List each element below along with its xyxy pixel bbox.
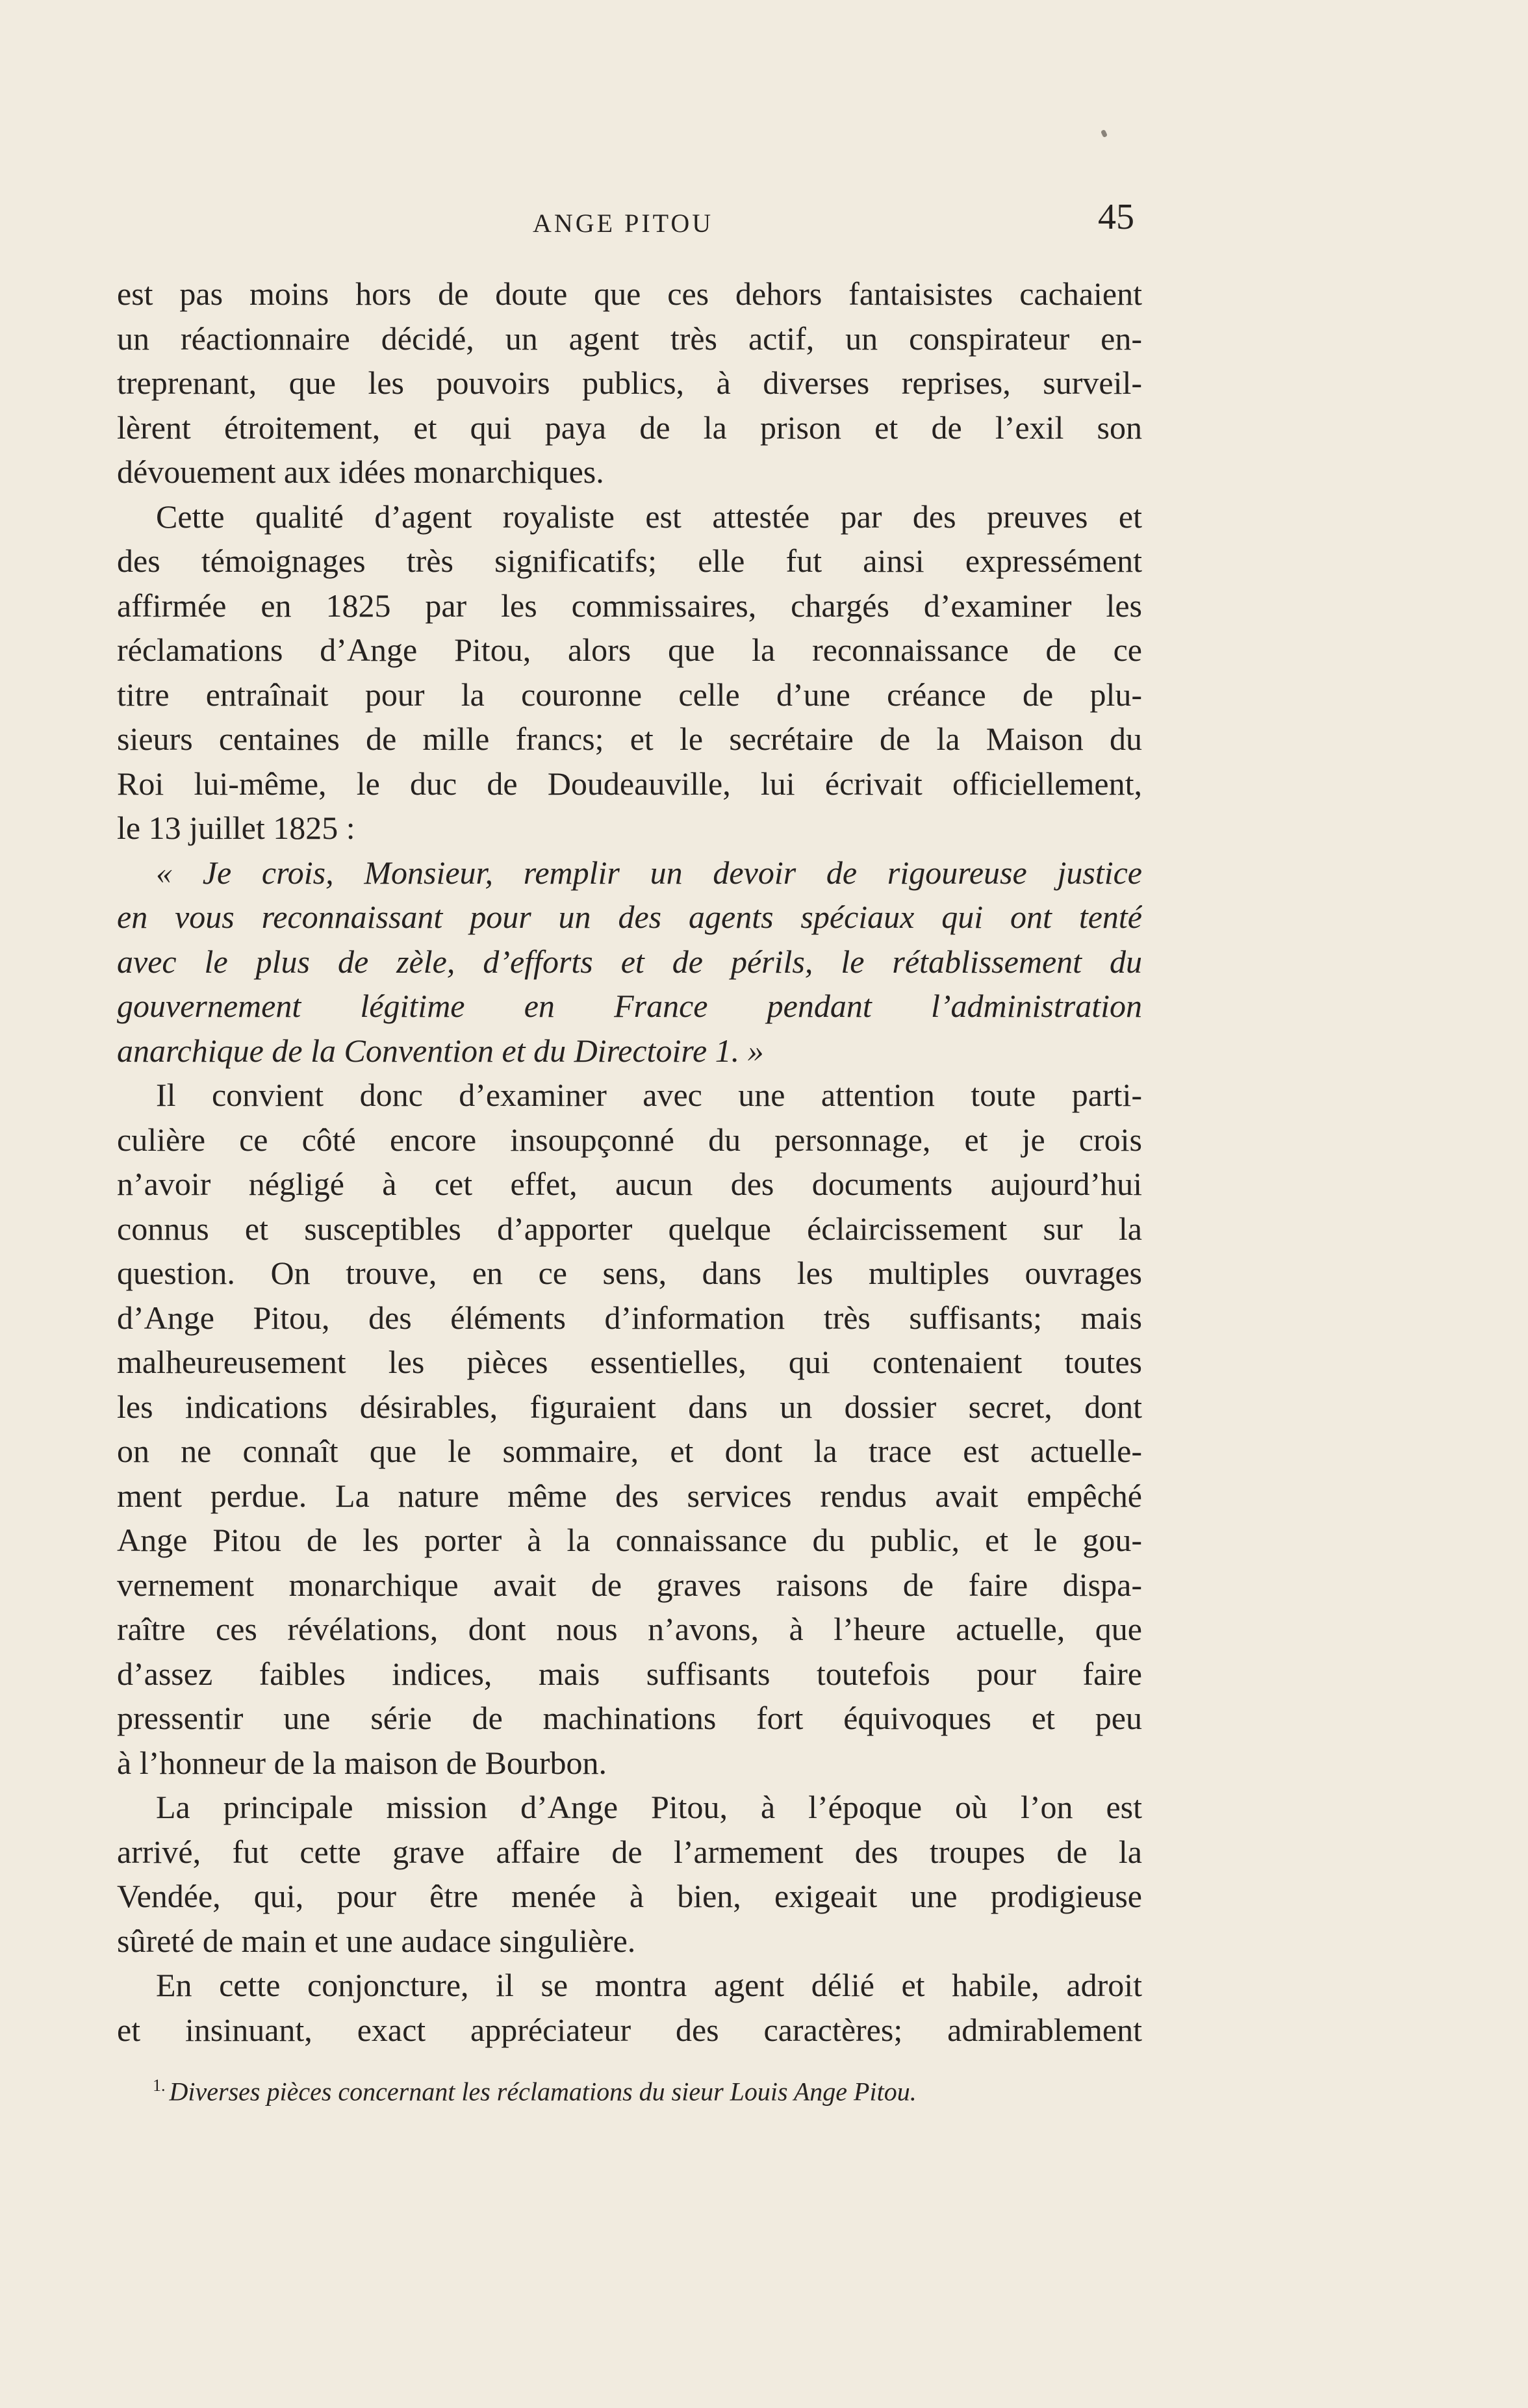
text-line: pressentir une série de machinations fort équivoques et peu — [117, 1700, 1142, 1736]
text-line: La principale mission d’Ange Pitou, à l’époque où l’on est — [156, 1789, 1142, 1825]
footnote-text: Diverses pièces concernant les réclamations du sieur Louis Ange Pitou. — [169, 2077, 917, 2107]
text-line: raître ces révélations, dont nous n’avons, à l’heure actuelle, que — [117, 1611, 1142, 1647]
running-head — [0, 195, 1528, 247]
text-line: sûreté de main et une audace singulière. — [117, 1922, 636, 1959]
footnote — [153, 2076, 1147, 2107]
text-line: les indications désirables, figuraient dans un dossier secret, dont — [117, 1388, 1142, 1425]
quote-line: « Je crois, Monsieur, remplir un devoir de rigoureuse justice — [156, 854, 1142, 891]
text-line: d’Ange Pitou, des éléments d’information très suffisants; mais — [117, 1299, 1142, 1336]
quote-line: anarchique de la Convention et du Directoire 1. » — [117, 1032, 764, 1069]
text-line: n’avoir négligé à cet effet, aucun des documents aujourd’hui — [117, 1166, 1142, 1202]
text-line: Ange Pitou de les porter à la connaissance du public, et le gou- — [117, 1522, 1142, 1558]
text-line: affirmée en 1825 par les commissaires, chargés d’examiner les — [117, 587, 1142, 624]
footnote-number: 1. — [153, 2076, 166, 2095]
text-line: dévouement aux idées monarchiques. — [117, 454, 604, 490]
page-number: 45 — [1098, 197, 1134, 237]
text-line: d’assez faibles indices, mais suffisants toutefois pour faire — [117, 1655, 1142, 1692]
ink-speck — [1101, 129, 1108, 138]
text-line: et insinuant, exact appréciateur des caractères; admirablement — [117, 2011, 1142, 2048]
text-line: treprenant, que les pouvoirs publics, à diverses reprises, surveil- — [117, 365, 1142, 401]
running-title: ANGE PITOU — [533, 209, 714, 238]
text-line: vernement monarchique avait de graves raisons de faire dispa- — [117, 1566, 1142, 1603]
text-line: question. On trouve, en ce sens, dans les multiples ouvrages — [117, 1255, 1142, 1291]
text-line: on ne connaît que le sommaire, et dont la trace est actuelle- — [117, 1433, 1142, 1469]
text-line: culière ce côté encore insoupçonné du personnage, et je crois — [117, 1121, 1142, 1158]
text-line: sieurs centaines de mille francs; et le secrétaire de la Maison du — [117, 721, 1142, 757]
text-line: arrivé, fut cette grave affaire de l’armement des troupes de la — [117, 1833, 1142, 1870]
quote-line: gouvernement légitime en France pendant l’administration — [117, 988, 1142, 1024]
text-line: malheureusement les pièces essentielles, qui contenaient toutes — [117, 1344, 1142, 1380]
text-line: un réactionnaire décidé, un agent très actif, un conspirateur en- — [117, 320, 1142, 357]
text-line: réclamations d’Ange Pitou, alors que la reconnaissance de ce — [117, 632, 1142, 668]
text-line: des témoignages très significatifs; elle fut ainsi expressément — [117, 543, 1142, 579]
text-line: ment perdue. La nature même des services rendus avait empêché — [117, 1477, 1142, 1514]
text-line: En cette conjoncture, il se montra agent délié et habile, adroit — [156, 1967, 1142, 2003]
text-line: le 13 juillet 1825 : — [117, 810, 355, 846]
quote-line: avec le plus de zèle, d’efforts et de périls, le rétablissement du — [117, 943, 1142, 980]
text-line: Vendée, qui, pour être menée à bien, exigeait une prodigieuse — [117, 1878, 1142, 1914]
text-line: Il convient donc d’examiner avec une attention toute parti- — [156, 1077, 1142, 1113]
text-line: connus et susceptibles d’apporter quelque éclaircissement sur la — [117, 1210, 1142, 1247]
text-line: lèrent étroitement, et qui paya de la prison et de l’exil son — [117, 409, 1142, 446]
body-text — [117, 272, 1142, 2052]
text-line: à l’honneur de la maison de Bourbon. — [117, 1744, 607, 1781]
text-line: titre entraînait pour la couronne celle d’une créance de plu- — [117, 676, 1142, 713]
text-line: Cette qualité d’agent royaliste est attestée par des preuves et — [156, 498, 1142, 535]
text-line: est pas moins hors de doute que ces dehors fantaisistes cachaient — [117, 275, 1142, 312]
quote-line: en vous reconnaissant pour un des agents spéciaux qui ont tenté — [117, 899, 1142, 935]
text-line: Roi lui-même, le duc de Doudeauville, lui écrivait officiellement, — [117, 765, 1142, 802]
